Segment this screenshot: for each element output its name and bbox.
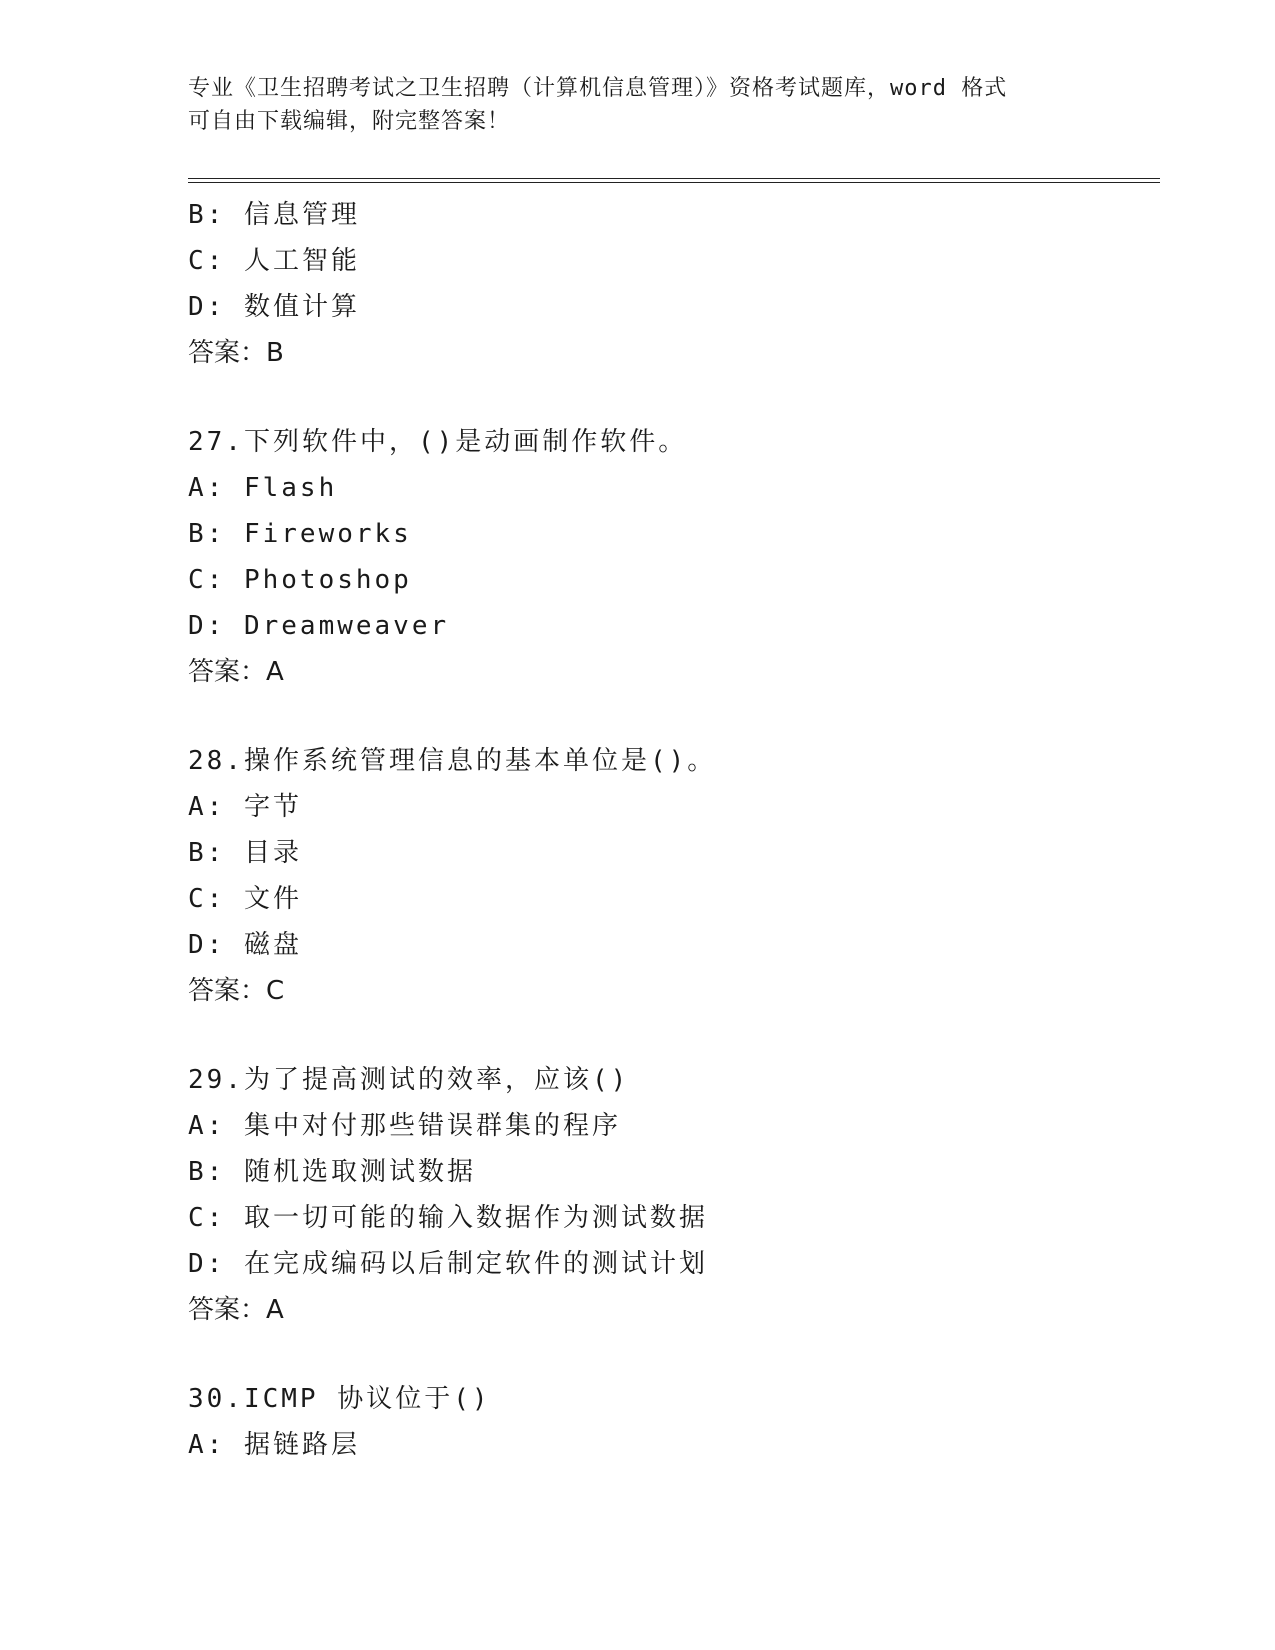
option-line: A: 据链路层 [188, 1430, 360, 1460]
option-line: A: Flash [188, 473, 338, 503]
option-line: C: 取一切可能的输入数据作为测试数据 [188, 1203, 708, 1233]
answer-line: 答案：B [188, 338, 284, 368]
option-line: C: Photoshop [188, 565, 412, 595]
question-stem: 27.下列软件中，()是动画制作软件。 [188, 427, 688, 457]
header-line-2: 可自由下载编辑，附完整答案！ [188, 109, 511, 134]
question-content [188, 192, 1160, 1468]
option-line: B: Fireworks [188, 519, 412, 549]
option-line: C: 人工智能 [188, 246, 360, 276]
header-line-1: 专业《卫生招聘考试之卫生招聘（计算机信息管理）》资格考试题库，word 格式 [188, 76, 1008, 101]
option-line: C: 文件 [188, 884, 302, 914]
option-line: D: 数值计算 [188, 292, 360, 322]
option-line: D: 在完成编码以后制定软件的测试计划 [188, 1249, 708, 1279]
header-rule-bottom [188, 182, 1160, 183]
option-line: D: 磁盘 [188, 930, 302, 960]
option-line: B: 信息管理 [188, 200, 360, 230]
option-line: B: 随机选取测试数据 [188, 1157, 476, 1187]
header-rule-top [188, 178, 1160, 179]
option-line: A: 字节 [188, 792, 302, 822]
option-line: D: Dreamweaver [188, 611, 450, 641]
question-stem: 29.为了提高测试的效率，应该() [188, 1065, 630, 1095]
answer-line: 答案：C [188, 976, 285, 1006]
option-line: A: 集中对付那些错误群集的程序 [188, 1111, 621, 1141]
question-stem: 30.ICMP 协议位于() [188, 1384, 491, 1414]
question-stem: 28.操作系统管理信息的基本单位是()。 [188, 746, 717, 776]
document-header [188, 72, 1088, 138]
answer-line: 答案：A [188, 1295, 284, 1325]
answer-line: 答案：A [188, 657, 284, 687]
option-line: B: 目录 [188, 838, 302, 868]
